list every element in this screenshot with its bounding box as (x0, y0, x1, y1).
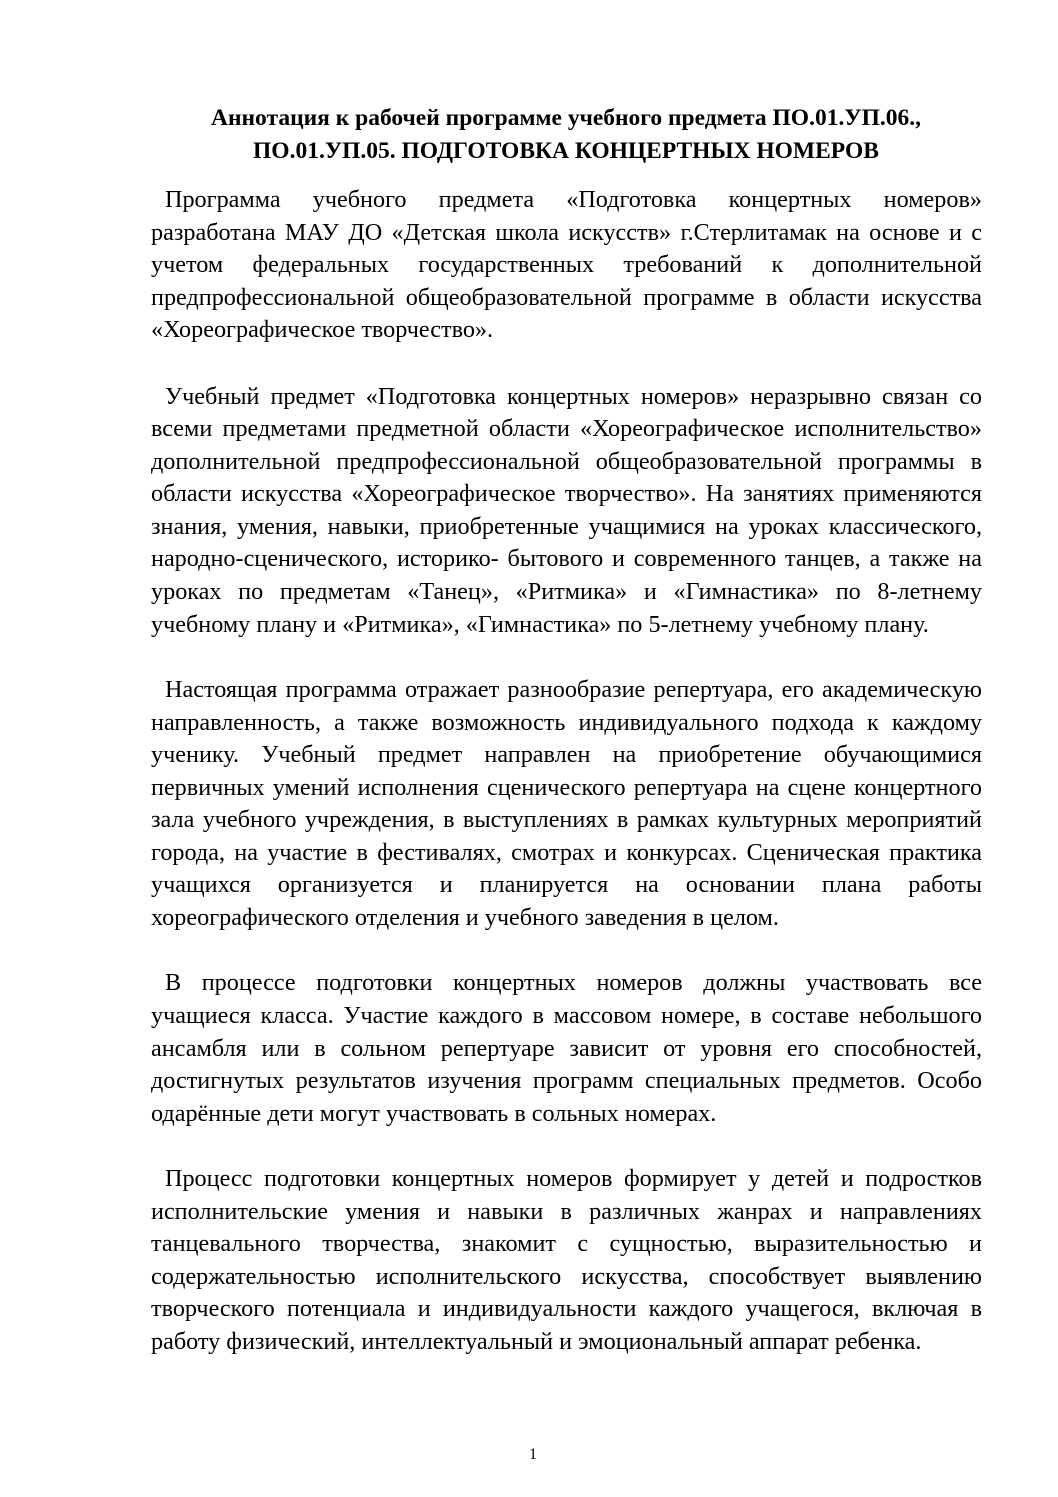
title-line-1: Аннотация к рабочей программе учебного предмета ПО.01.УП.06., (211, 105, 921, 131)
document-body (151, 184, 982, 1359)
paragraph-repertoire: Настоящая программа отражает разнообразие репертуара, его академическую направленность, а также возможность индивидуального подхода к каждому ученику. Учебный предмет направлен на приобретение обучающимися первичных умений исполнения сценического репертуара на сцене концертного зала учебного учреждения, в выступлениях в рамках культурных мероприятий города, на участие в фестивалях, смотрах и конкурсах. Сценическая практика учащихся организуется и планируется на основании плана работы хореографического отделения и учебного заведения в целом. (151, 676, 982, 931)
page-number: 1 (529, 1446, 537, 1463)
paragraph-skills-formation: Процесс подготовки концертных номеров формирует у детей и подростков исполнительские умения и навыки в различных жанрах и направлениях танцевального творчества, знакомит с сущностью, выразительностью и содержательностью исполнительского искусства, способствует выявлению творческого потенциала и индивидуальности каждого учащегося, включая в работу физический, интеллектуальный и эмоциональный аппарат ребенка. (151, 1165, 982, 1355)
document-title (150, 102, 982, 168)
paragraph-program-development: Программа учебного предмета «Подготовка концертных номеров» разработана МАУ ДО «Детская школа искусств» г.Стерлитамак на основе и с учетом федеральных государственных требований к дополнительной предпрофессиональной общеобразовательной программе в области искусства «Хореографическое творчество». (151, 186, 982, 344)
title-line-2: ПО.01.УП.05. ПОДГОТОВКА КОНЦЕРТНЫХ НОМЕРОВ (253, 138, 879, 164)
paragraph-subject-connections: Учебный предмет «Подготовка концертных номеров» неразрывно связан со всеми предметами предметной области «Хореографическое исполнительство» дополнительной предпрофессиональной общеобразовательной программы в области искусства «Хореографическое творчество». На занятиях применяются знания, умения, навыки, приобретенные учащимися на уроках классического, народно-сценического, историко- бытового и современного танцев, а также на уроках по предметам «Танец», «Ритмика» и «Гимнастика» по 8-летнему учебному плану и «Ритмика», «Гимнастика» по 5-летнему учебному плану. (151, 382, 982, 638)
paragraph-participation: В процессе подготовки концертных номеров должны участвовать все учащиеся класса. Участие каждого в массовом номере, в составе небольшого ансамбля или в сольном репертуаре зависит от уровня его способностей, достигнутых результатов изучения программ специальных предметов. Особо одарённые дети могут участвовать в сольных номерах. (151, 969, 982, 1127)
